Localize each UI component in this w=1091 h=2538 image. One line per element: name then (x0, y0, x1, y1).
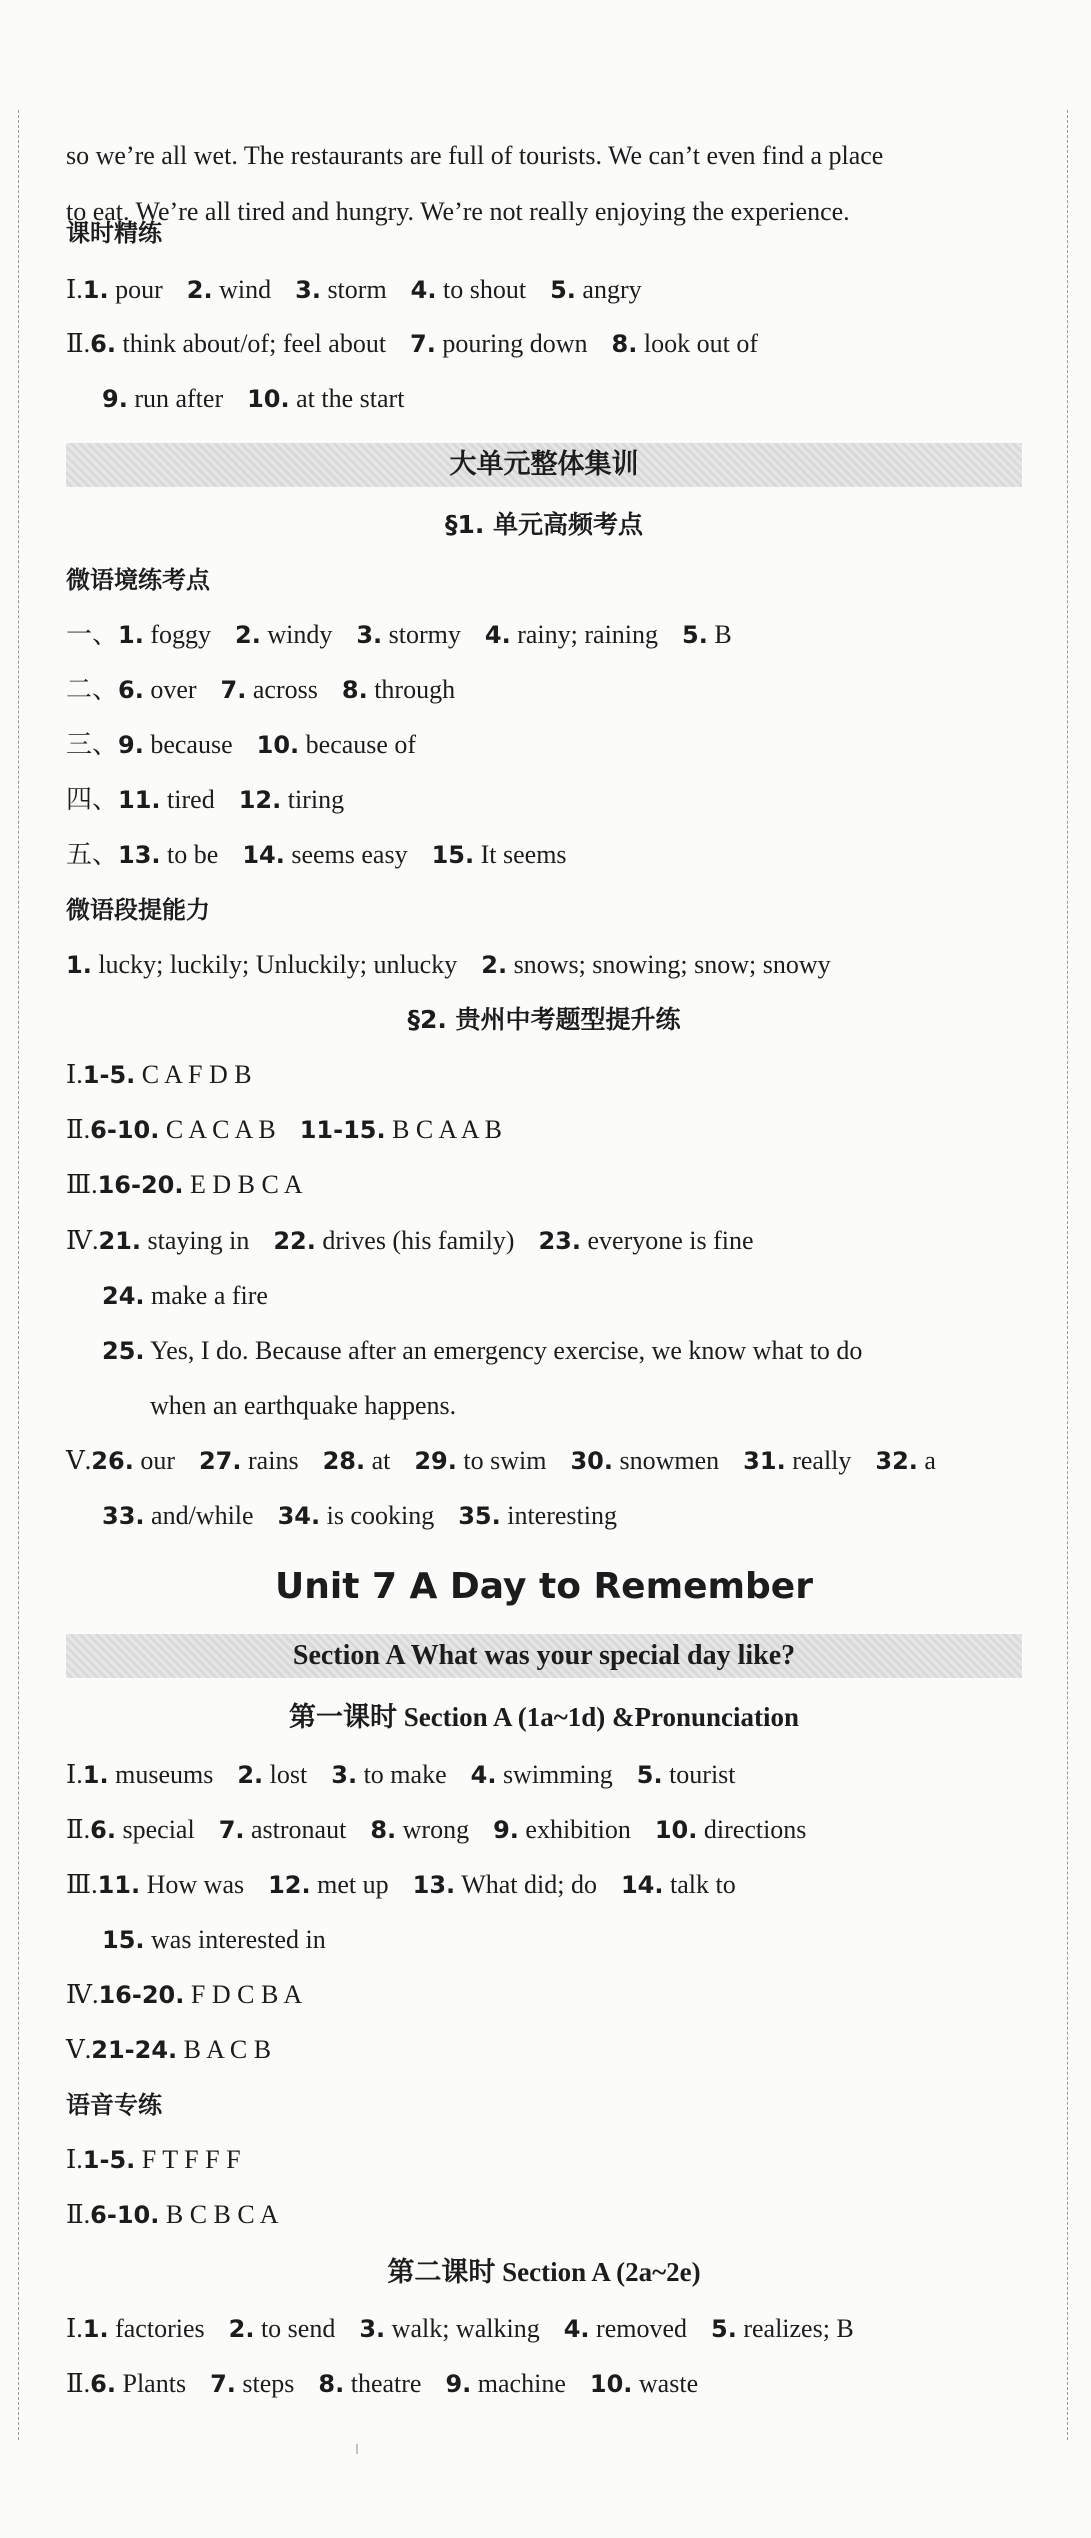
item-prefix: Ⅱ. (66, 1815, 91, 1844)
question-number: 26 . (91, 1447, 134, 1475)
answer-row (102, 1499, 617, 1533)
answer-text: museums (108, 1760, 214, 1789)
answer-text: swimming (496, 1760, 613, 1789)
answer-text: B C B C A (159, 2200, 279, 2229)
answer-text: rainy; raining (510, 620, 659, 649)
answer-text: to send (254, 2314, 336, 2343)
answer-row (66, 1444, 936, 1478)
question-number: 4 . (411, 276, 437, 304)
question-number: 13 . (118, 841, 161, 869)
answer-text: C A C A B (159, 1115, 276, 1144)
answer-text: windy (260, 620, 333, 649)
answer-text: machine (471, 2369, 566, 2398)
item-prefix: Ⅲ. (66, 1870, 98, 1899)
question-number: 21 . (98, 1227, 141, 1255)
heading-yy: 语音专练 (66, 2091, 162, 2119)
question-number: 15 . (432, 841, 475, 869)
item-prefix: Ⅴ. (66, 1446, 92, 1475)
question-number: 5 . (682, 621, 708, 649)
answer-text: foggy (143, 620, 212, 649)
question-number: 14 . (242, 841, 285, 869)
answer-text: met up (310, 1870, 389, 1899)
question-number: 3 . (295, 276, 321, 304)
item-prefix: Ⅰ. (66, 275, 83, 304)
question-number: 7 . (221, 676, 247, 704)
answer-text: F D C B A (184, 1980, 303, 2009)
answer-text: because (143, 730, 233, 759)
answer-text: directions (697, 1815, 807, 1844)
answer-text: What did; do (455, 1870, 597, 1899)
question-number: 1-5 . (83, 2146, 135, 2174)
answer-row (66, 2367, 698, 2401)
answer-row (66, 1978, 302, 2012)
heading-s2: §2. 贵州中考题型提升练 (407, 1005, 681, 1034)
question-number: 11 . (98, 1871, 141, 1899)
question-number: 2 . (229, 2315, 255, 2343)
answer-text: B A C B (177, 2035, 272, 2064)
answer-row (66, 2312, 854, 2346)
answer-text: tiring (281, 785, 345, 814)
answer-text: drives (his family) (315, 1226, 515, 1255)
answer-text: think about/of; feel about (116, 329, 387, 358)
question-number: 4 . (485, 621, 511, 649)
heading-s1: §1. 单元高频考点 (444, 510, 644, 539)
answer-text: over (143, 675, 197, 704)
answer-text: to be (160, 840, 219, 869)
answer-row (66, 2033, 271, 2067)
answer-row (102, 1923, 326, 1957)
question-number: 7 . (210, 2370, 236, 2398)
item-prefix: Ⅱ. (66, 1115, 91, 1144)
answer-text: through (367, 675, 456, 704)
answer-text: realizes; B (736, 2314, 854, 2343)
answer-text: It seems (474, 840, 567, 869)
question-number: 6 . (90, 330, 116, 358)
question-number: 10 . (590, 2370, 633, 2398)
answer-text: rains (241, 1446, 299, 1475)
answer-continuation: when an earthquake happens. (150, 1391, 457, 1420)
item-prefix: Ⅱ. (66, 2369, 91, 2398)
answer-text: because of (299, 730, 417, 759)
answer-text: tired (160, 785, 215, 814)
question-number: 4 . (471, 1761, 497, 1789)
answer-text: waste (632, 2369, 699, 2398)
answer-text: to shout (436, 275, 527, 304)
question-number: 9 . (118, 731, 144, 759)
answer-row (66, 2198, 279, 2232)
answer-text: walk; walking (385, 2314, 540, 2343)
answer-text: stormy (382, 620, 461, 649)
question-number: 33 . (102, 1502, 145, 1530)
heading-kssjl: 课时精练 (66, 219, 162, 247)
answer-text: B (707, 620, 732, 649)
answer-text: B C A A B (385, 1115, 502, 1144)
answer-text: storm (320, 275, 387, 304)
answer-text: pouring down (435, 329, 588, 358)
answer-text: to swim (456, 1446, 547, 1475)
question-number: 6 . (118, 676, 144, 704)
intro-line-1: so we’re all wet. The restaurants are full of tourists. We can’t even find a place (66, 141, 884, 170)
item-prefix: Ⅳ. (66, 1226, 99, 1255)
question-number: 16-20 . (98, 1981, 184, 2009)
item-prefix: 一、 (66, 620, 119, 649)
question-number: 2 . (235, 621, 261, 649)
question-number: 13 . (413, 1871, 456, 1899)
answer-row (66, 1168, 303, 1202)
question-number: 30 . (570, 1447, 613, 1475)
question-number: 28 . (323, 1447, 366, 1475)
answer-text: lucky; luckily; Unluckily; unlucky (91, 950, 458, 979)
item-prefix: 四、 (66, 785, 119, 814)
answer-text: Yes, I do. Because after an emergency exercise, we know what to do (144, 1336, 863, 1365)
answer-text: Plants (116, 2369, 187, 2398)
answer-row (66, 673, 455, 707)
item-prefix: Ⅰ. (66, 2314, 83, 2343)
answer-text: seems easy (284, 840, 408, 869)
question-number: 29 . (414, 1447, 457, 1475)
question-number: 34 . (278, 1502, 321, 1530)
answer-text: lost (263, 1760, 308, 1789)
answer-row (66, 1058, 252, 1092)
answer-text: pour (108, 275, 163, 304)
question-number: 7 . (219, 1816, 245, 1844)
answer-text: snows; snowing; snow; snowy (507, 950, 831, 979)
answer-text: exhibition (518, 1815, 631, 1844)
question-number: 25 . (102, 1337, 145, 1365)
page-mark-icon (352, 2444, 362, 2454)
answer-text: run after (127, 384, 224, 413)
question-number: 10 . (247, 385, 290, 413)
answer-text: astronaut (244, 1815, 347, 1844)
item-prefix: Ⅰ. (66, 1760, 83, 1789)
question-number: 10 . (655, 1816, 698, 1844)
question-number: 21-24 . (91, 2036, 177, 2064)
question-number: 2 . (237, 1761, 263, 1789)
question-number: 2 . (187, 276, 213, 304)
answer-text: C A F D B (135, 1060, 252, 1089)
answer-text: look out of (637, 329, 758, 358)
answer-text: wind (212, 275, 272, 304)
answer-text: across (246, 675, 318, 704)
question-number: 6-10 . (90, 1116, 159, 1144)
item-prefix: Ⅰ. (66, 1060, 83, 1089)
item-prefix: Ⅰ. (66, 2145, 83, 2174)
answer-text: E D B C A (183, 1170, 303, 1199)
lesson-2-heading: 第二课时 Section A (2a~2e) (387, 2257, 701, 2287)
answer-text: is cooking (320, 1501, 435, 1530)
unit-title: Unit 7 A Day to Remember (275, 1566, 813, 1607)
question-number: 31 . (743, 1447, 786, 1475)
answer-text: and/while (144, 1501, 254, 1530)
intro-line-2: to eat. We’re all tired and hungry. We’re not really enjoying the experience. (66, 197, 850, 226)
question-number: 14 . (621, 1871, 664, 1899)
item-prefix: 五、 (66, 840, 119, 869)
question-number: 8 . (342, 676, 368, 704)
item-prefix: 二、 (66, 675, 119, 704)
answer-row (66, 618, 732, 652)
question-number: 6-10 . (90, 2201, 159, 2229)
answer-text: interesting (500, 1501, 617, 1530)
question-number: 7 . (410, 330, 436, 358)
question-number: 1 . (83, 2315, 109, 2343)
item-prefix: Ⅱ. (66, 2200, 91, 2229)
answer-text: theatre (344, 2369, 422, 2398)
answer-text: everyone is fine (581, 1226, 754, 1255)
answer-text: F T F F F (135, 2145, 241, 2174)
heading-wy: 微语境练考点 (66, 566, 210, 594)
item-prefix: Ⅲ. (66, 1170, 98, 1199)
question-number: 5 . (711, 2315, 737, 2343)
section-bar-unit-review: 大单元整体集训 (66, 443, 1022, 487)
answer-text: special (116, 1815, 195, 1844)
question-number: 1 . (118, 621, 144, 649)
question-number: 6 . (90, 1816, 116, 1844)
answer-text: How was (140, 1870, 245, 1899)
answer-text: staying in (141, 1226, 250, 1255)
question-number: 32 . (875, 1447, 918, 1475)
right-dashed-margin (1067, 110, 1068, 2440)
question-number: 5 . (550, 276, 576, 304)
question-number: 6 . (90, 2370, 116, 2398)
answer-row (66, 1868, 736, 1902)
question-number: 22 . (273, 1227, 316, 1255)
question-number: 10 . (257, 731, 300, 759)
answer-row (66, 1758, 736, 1792)
question-number: 8 . (370, 1816, 396, 1844)
answer-row (102, 382, 404, 416)
question-number: 35 . (458, 1502, 501, 1530)
question-number: 9 . (102, 385, 128, 413)
answer-text: wrong (396, 1815, 470, 1844)
question-number: 15 . (102, 1926, 145, 1954)
question-number: 3 . (359, 2315, 385, 2343)
answer-text: at (365, 1446, 391, 1475)
answer-text: removed (589, 2314, 687, 2343)
answer-text: factories (108, 2314, 205, 2343)
answer-row (66, 1813, 806, 1847)
heading-wyd: 微语段提能力 (66, 896, 210, 924)
item-prefix: Ⅱ. (66, 329, 91, 358)
question-number: 1-5 . (83, 1061, 135, 1089)
question-number: 1 . (83, 276, 109, 304)
answer-text: angry (575, 275, 642, 304)
question-number: 8 . (318, 2370, 344, 2398)
answer-row (66, 948, 831, 982)
question-number: 8 . (612, 330, 638, 358)
question-number: 12 . (268, 1871, 311, 1899)
answer-text: tourist (662, 1760, 736, 1789)
answer-row (102, 1334, 862, 1368)
answer-row (66, 838, 567, 872)
answer-row (66, 1224, 754, 1258)
item-prefix: 三、 (66, 730, 119, 759)
answer-text: snowmen (613, 1446, 720, 1475)
answer-text: our (133, 1446, 175, 1475)
question-number: 11-15 . (300, 1116, 386, 1144)
question-number: 3 . (356, 621, 382, 649)
item-prefix: Ⅳ. (66, 1980, 99, 2009)
question-number: 3 . (331, 1761, 357, 1789)
question-number: 24 . (102, 1282, 145, 1310)
answer-row (66, 2143, 241, 2177)
question-number: 5 . (637, 1761, 663, 1789)
answer-row (66, 327, 758, 361)
answer-text: a (917, 1446, 936, 1475)
question-number: 1 . (83, 1761, 109, 1789)
question-number: 27 . (199, 1447, 242, 1475)
answer-text: really (785, 1446, 852, 1475)
question-number: 11 . (118, 786, 161, 814)
answer-text: steps (235, 2369, 295, 2398)
lesson-1-heading: 第一课时 Section A (1a~1d) &Pronunciation (288, 1702, 800, 1732)
answer-text: was interested in (144, 1925, 326, 1954)
question-number: 2 . (481, 951, 507, 979)
answer-text: make a fire (144, 1281, 268, 1310)
section-bar-section-a: Section A What was your special day like? (66, 1634, 1022, 1678)
question-number: 9 . (493, 1816, 519, 1844)
answer-row (66, 1113, 502, 1147)
answer-row (66, 273, 642, 307)
answer-text: to make (357, 1760, 447, 1789)
answer-row (102, 1279, 268, 1313)
answer-row (66, 783, 344, 817)
answer-row (66, 728, 416, 762)
question-number: 16-20 . (98, 1171, 184, 1199)
question-number: 4 . (564, 2315, 590, 2343)
left-dashed-margin (18, 110, 19, 2440)
question-number: 12 . (239, 786, 282, 814)
question-number: 1 . (66, 951, 92, 979)
question-number: 23 . (538, 1227, 581, 1255)
question-number: 9 . (445, 2370, 471, 2398)
answer-text: at the start (289, 384, 405, 413)
item-prefix: Ⅴ. (66, 2035, 92, 2064)
answer-text: talk to (663, 1870, 736, 1899)
